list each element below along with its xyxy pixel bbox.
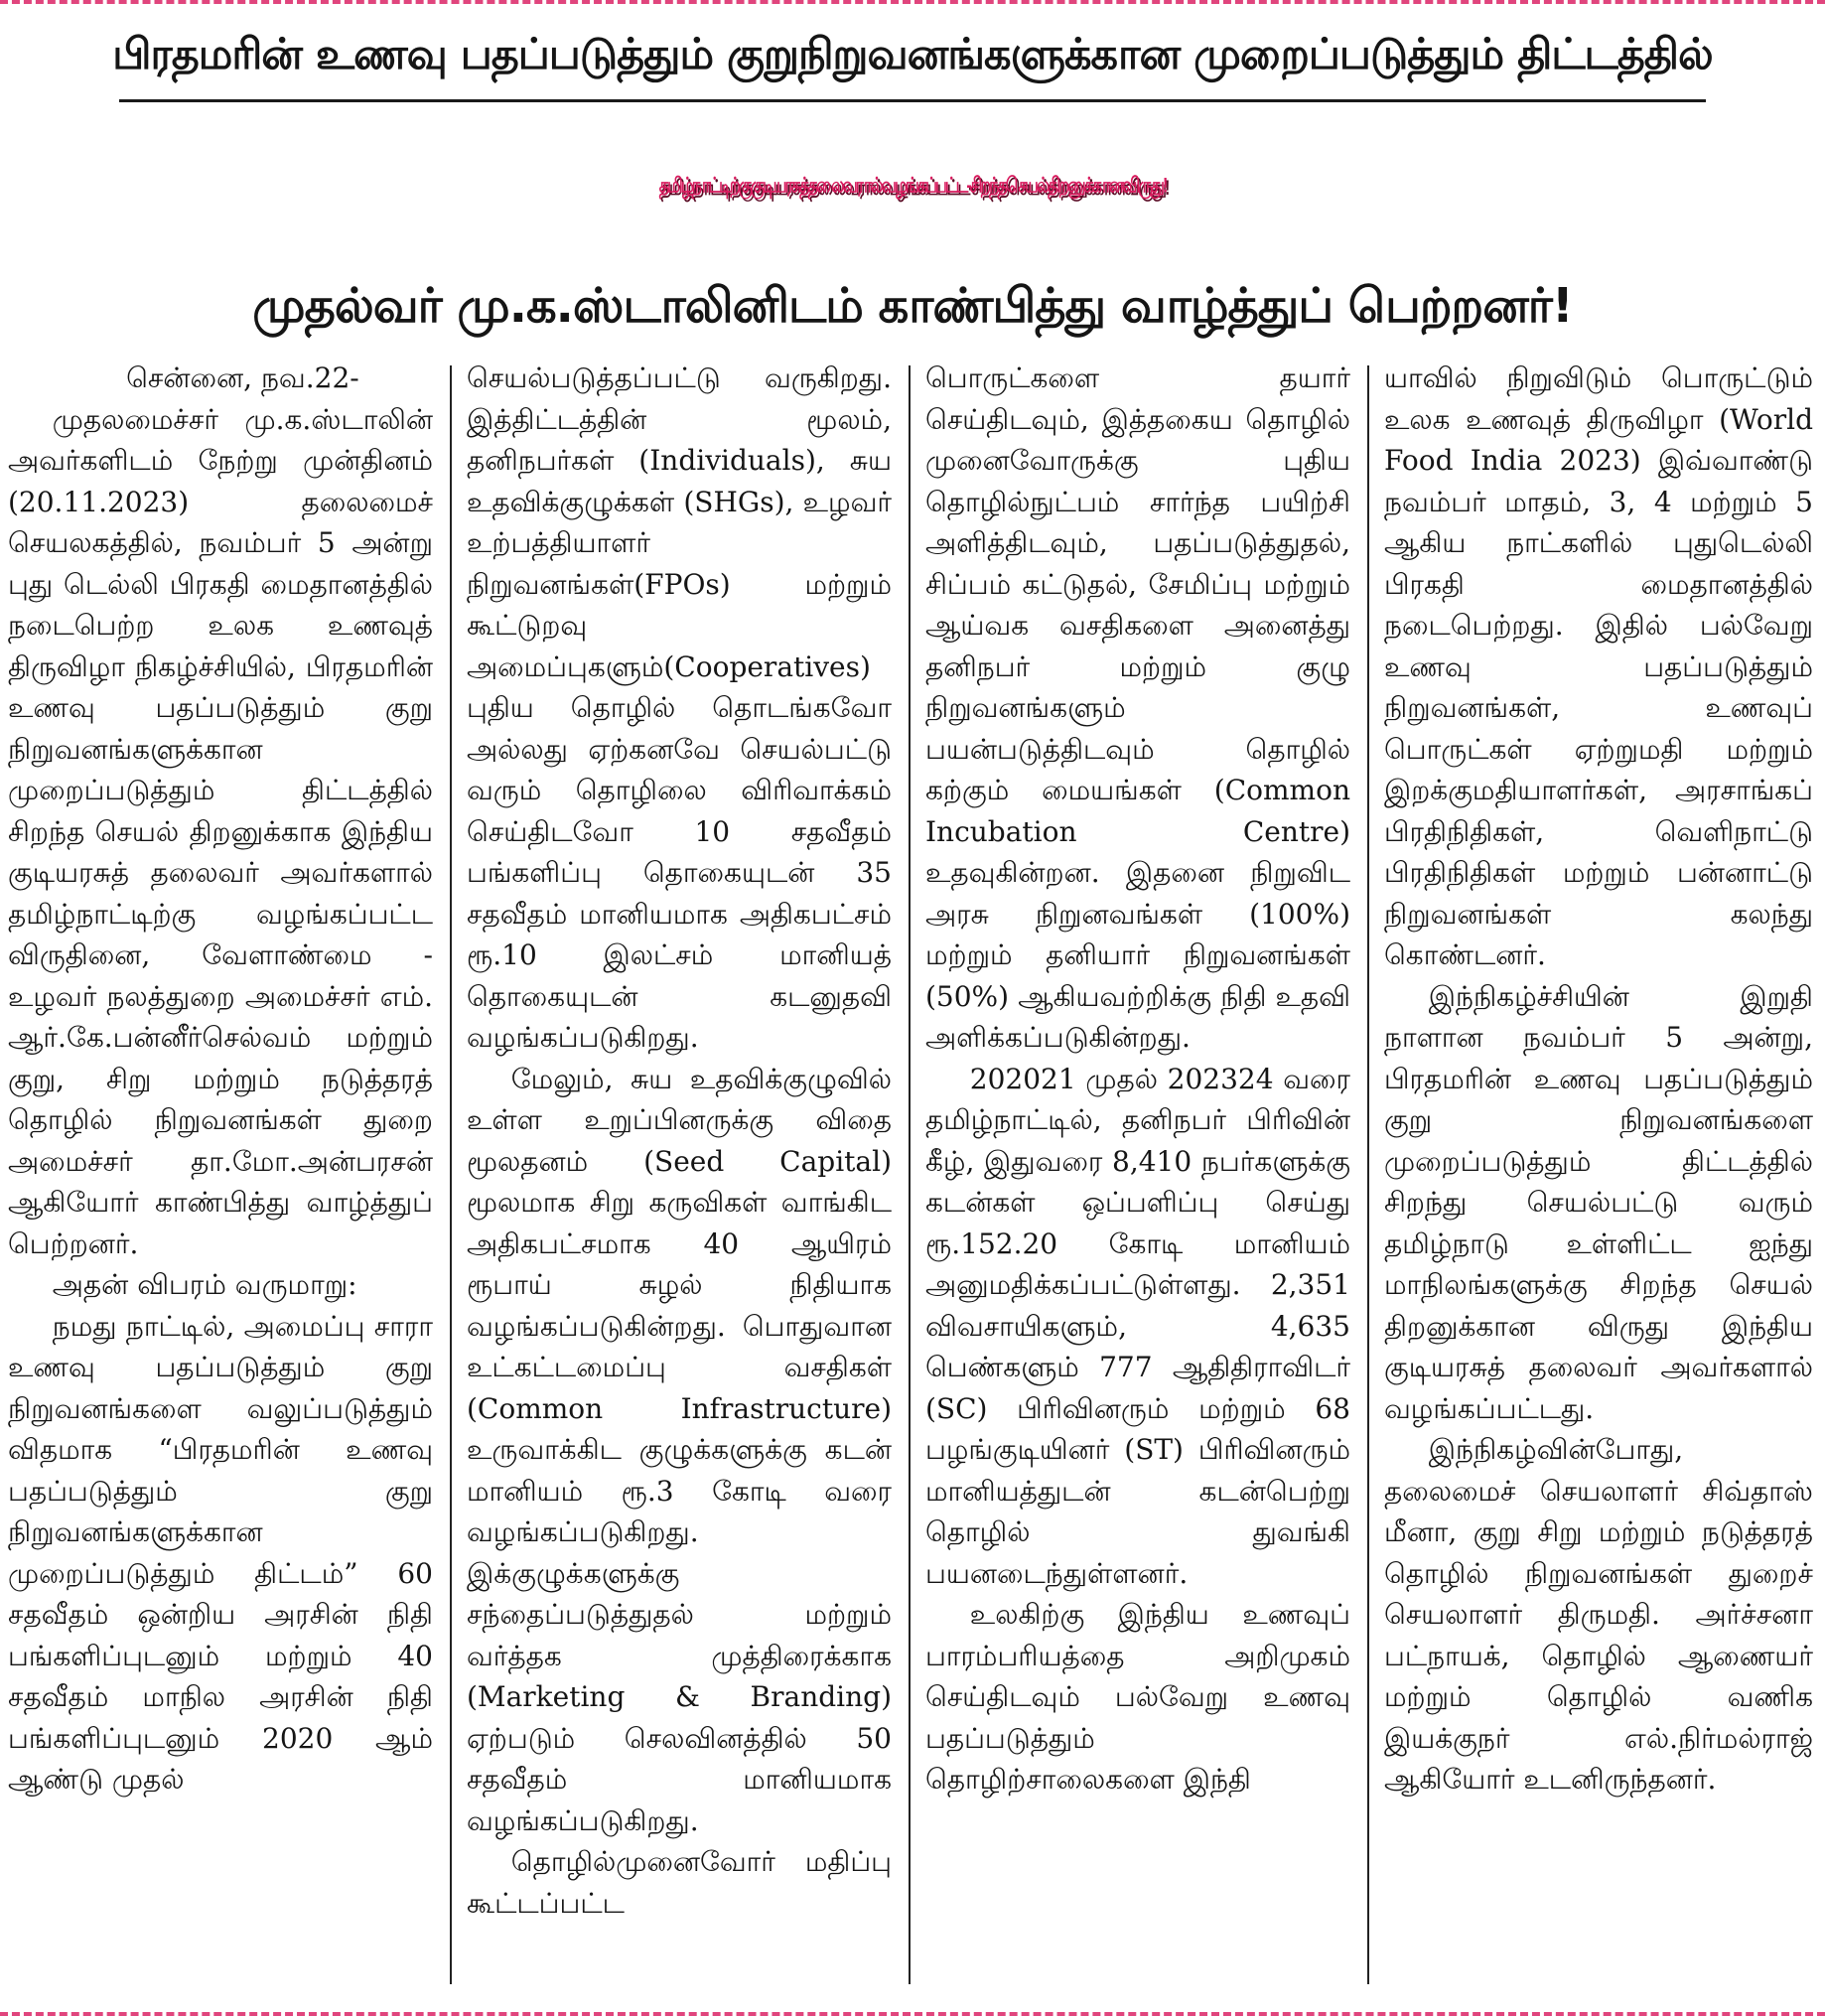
main-headline: தமிழ்நாட்டிற்குகுடியரசுத்தலைவரால்வழங்கப்பட்ட-சிறந்தசெயல்திறனுக்கானவிருது! [658,174,1167,198]
column-divider [909,365,911,1984]
paragraph: இந்நிகழ்ச்சியின் இறுதி நாளான நவம்பர் 5 அன்று, பிரதமரின் உணவு பதப்படுத்தும் குறு நிறுவனங்களை முறைப்படுத்தும் திட்டத்தில் சிறந்து செயல்பட்டு வரும் தமிழ்நாடு உள்ளிட்ட ஐந்து மாநிலங்களுக்கு சிறந்த செயல் திறனுக்கான விருது இந்திய குடியரசுத் தலைவர் அவர்களால் வழங்கப்பட்டது. [1384,979,1813,1425]
paragraph: இந்நிகழ்வின்போது, தலைமைச் செயலாளர் சிவ்தாஸ் மீனா, குறு சிறு மற்றும் நடுத்தரத் தொழில் நிறுவனங்கள் துறைச் செயலாளர் திருமதி. அர்ச்சனா பட்நாயக், தொழில் ஆணையர் மற்றும் தொழில் வணிக இயக்குநர் எல்.நிர்மல்ராஜ் ஆகியோர் உடனிருந்தனர். [1384,1433,1813,1796]
paragraph: அதன் விபரம் வருமாறு: [52,1268,357,1301]
sub-headline: முதல்வர் மு.க.ஸ்டாலினிடம் காண்பித்து வாழ்த்துப் பெற்றனர்! [252,278,1573,334]
kicker-heading: பிரதமரின் உணவு பதப்படுத்தும் குறுநிறுவனங்களுக்கான முறைப்படுத்தும் திட்டத்தில் [112,30,1713,79]
article-column-1 [8,358,433,1986]
paragraph: செயல்படுத்தப்பட்டு வருகிறது. இத்திட்டத்தின் மூலம், தனிநபர்கள் (Individuals), சுய உதவிக்குழுக்கள் (SHGs), உழவர் உற்பத்தியாளர் நிறுவனங்கள்(FPOs) மற்றும் கூட்டுறவு அமைப்புகளும்(Cooperatives) புதிய தொழில் தொடங்கவோ அல்லது ஏற்கனவே செயல்பட்டு வரும் தொழிலை விரிவாக்கம் செய்திடவோ 10 சதவீதம் பங்களிப்பு தொகையுடன் 35 சதவீதம் மானியமாக அதிகபட்சம் ரூ.10 இலட்சம் மானியத் தொகையுடன் கடனுதவி வழங்கப்படுகிறது. [467,361,892,1054]
paragraph: பொருட்களை தயார் செய்திடவும், இத்தகைய தொழில் முனைவோருக்கு புதிய தொழில்நுட்பம் சார்ந்த பயிற்சி அளித்திடவும், பதப்படுத்துதல், சிப்பம் கட்டுதல், சேமிப்பு மற்றும் ஆய்வக வசதிகளை அனைத்து தனிநபர் மற்றும் குழு நிறுவனங்களும் பயன்படுத்திடவும் தொழில் கற்கும் மையங்கள் (Common Incubation Centre) உதவுகின்றன. இதனை நிறுவிட அரசு நிறுனவங்கள் (100%) மற்றும் தனியார் நிறுவனங்கள் (50%) ஆகியவற்றிக்கு நிதி உதவி அளிக்கப்படுகின்றது. [925,361,1350,1054]
paragraph: 202021 முதல் 202324 வரை தமிழ்நாட்டில், தனிநபர் பிரிவின் கீழ், இதுவரை 8,410 நபர்களுக்கு கடன்கள் ஒப்பளிப்பு செய்து ரூ.152.20 கோடி மானியம் அனுமதிக்கப்பட்டுள்ளது. 2,351 விவசாயிகளும், 4,635 பெண்களும் 777 ஆதிதிராவிடர் (SC) பிரிவினரும் மற்றும் 68 பழங்குடியினர் (ST) பிரிவினரும் மானியத்துடன் கடன்பெற்று தொழில் துவங்கி பயனடைந்துள்ளனர். [925,1062,1350,1590]
column-divider [450,365,452,1984]
paragraph: நமது நாட்டில், அமைப்பு சாரா உணவு பதப்படுத்தும் குறு நிறுவனங்களை வலுப்படுத்தும் விதமாக “பிரதமரின் உணவு பதப்படுத்தும் குறு நிறுவனங்களுக்கான முறைப்படுத்தும் திட்டம்” 60 சதவீதம் ஒன்றிய அரசின் நிதி பங்களிப்புடனும் மற்றும் 40 சதவீதம் மாநில அரசின் நிதி பங்களிப்புடனும் 2020 ஆம் ஆண்டு முதல் [8,1309,433,1796]
article-body [0,358,1825,1996]
paragraph: மேலும், சுய உதவிக்குழுவில் உள்ள உறுப்பினருக்கு விதை மூலதனம் (Seed Capital) மூலமாக சிறு கருவிகள் வாங்கிட அதிகபட்சமாக 40 ஆயிரம் ரூபாய் சுழல் நிதியாக வழங்கப்படுகின்றது. பொதுவான உட்கட்டமைப்பு வசதிகள் (Common Infrastructure) உருவாக்கிட குழுக்களுக்கு கடன் மானியம் ரூ.3 கோடி வரை வழங்கப்படுகிறது. இக்குழுக்களுக்கு சந்தைப்படுத்துதல் மற்றும் வர்த்தக முத்திரைக்காக (Marketing & Branding) ஏற்படும் செலவினத்தில் 50 சதவீதம் மானியமாக வழங்கப்படுகிறது. [467,1062,892,1837]
paragraph: முதலமைச்சர் மு.க.ஸ்டாலின் அவர்களிடம் நேற்று முன்தினம் (20.11.2023) தலைமைச் செயலகத்தில், நவம்பர் 5 அன்று புது டெல்லி பிரகதி மைதானத்தில் நடைபெற்ற உலக உணவுத் திருவிழா நிகழ்ச்சியில், பிரதமரின் உணவு பதப்படுத்தும் குறு நிறுவனங்களுக்கான முறைப்படுத்தும் திட்டத்தில் சிறந்த செயல் திறனுக்காக இந்திய குடியரசுத் தலைவர் அவர்களால் தமிழ்நாட்டிற்கு வழங்கப்பட்ட விருதினை, வேளாண்மை - உழவர் நலத்துறை அமைச்சர் எம். ஆர்.கே.பன்னீர்செல்வம் மற்றும் குறு, சிறு மற்றும் நடுத்தரத் தொழில் நிறுவனங்கள் துறை அமைச்சர் தா.மோ.அன்பரசன் ஆகியோர் காண்பித்து வாழ்த்துப் பெற்றனர். [8,402,433,1260]
article-column-3 [925,358,1350,1986]
paragraph: உலகிற்கு இந்திய உணவுப் பாரம்பரியத்தை அறிமுகம் செய்திடவும் பல்வேறு உணவு பதப்படுத்தும் தொழிற்சாலைகளை இந்தி [925,1598,1350,1796]
article-column-2 [467,358,892,1986]
paragraph: யாவில் நிறுவிடும் பொருட்டும் உலக உணவுத் திருவிழா (World Food India 2023) இவ்வாண்டு நவம்பர் மாதம், 3, 4 மற்றும் 5 ஆகிய நாட்களில் புதுடெல்லி பிரகதி மைதானத்தில் நடைபெற்றது. இதில் பல்வேறு உணவு பதப்படுத்தும் நிறுவனங்கள், உணவுப் பொருட்கள் ஏற்றுமதி மற்றும் இறக்குமதியாளர்கள், அரசாங்கப் பிரதிநிதிகள், வெளிநாட்டு பிரதிநிதிகள் மற்றும் பன்னாட்டு நிறுவனங்கள் கலந்து கொண்டனர். [1384,361,1813,971]
article-column-4 [1384,358,1813,1986]
paragraph: தொழில்முனைவோர் மதிப்பு கூட்டப்பட்ட [467,1845,892,1920]
column-divider [1367,365,1369,1984]
dateline: சென்னை, நவ.22- [126,361,359,394]
